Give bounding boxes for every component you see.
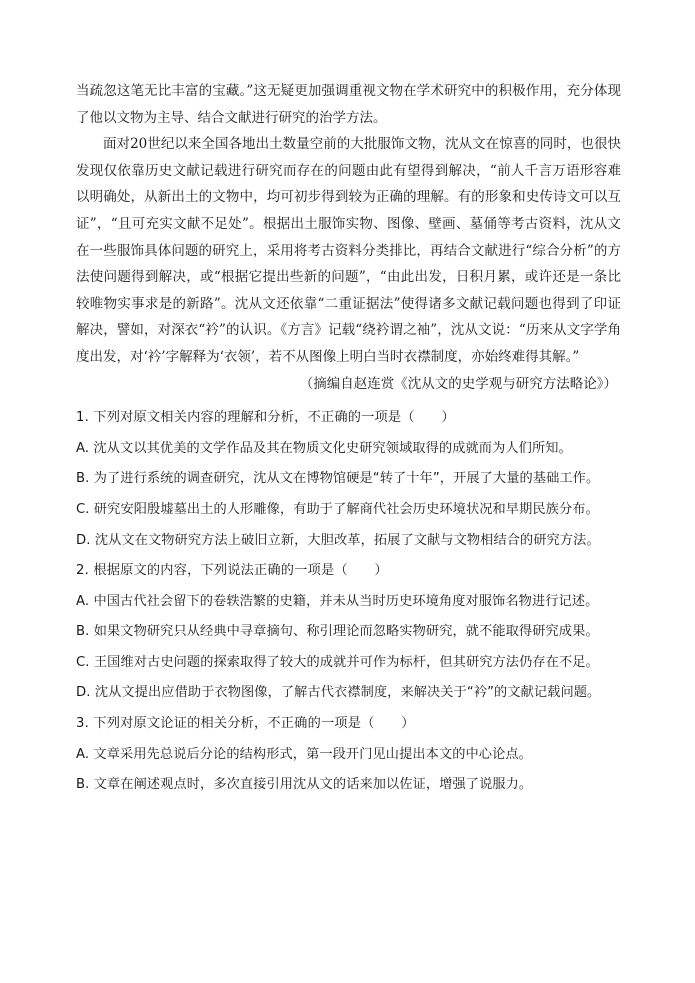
option-b: B. 为了进行系统的调查研究，沈从文在博物馆硬是“转了十年”，开展了大量的基础工作。 [76, 471, 600, 487]
option-d: D. 沈从文在文物研究方法上破旧立新，大胆改革，拓展了文献与文物相结合的研究方法。 [76, 532, 600, 548]
passage-paragraph-1: 当疏忽这笔无比丰富的宝藏。”这无疑更加强调重视文物在学术研究中的积极作用，充分体现了他以文物为主导、结合文献进行研究的治学方法。 [76, 83, 621, 126]
option-c: C. 研究安阳殷墟墓出土的人形雕像，有助于了解商代社会历史环境状况和早期民族分布。 [76, 501, 599, 517]
option-b: B. 文章在阐述观点时，多次直接引用沈从文的话来加以佐证，增强了说服力。 [76, 777, 533, 793]
option-d: D. 沈从文提出应借助于衣物图像，了解古代衣襟制度，来解决关于“衿”的文献记载问题。 [76, 685, 601, 701]
passage-source: （摘编自赵连赏《沈从文的史学观与研究方法略论》） [299, 375, 617, 392]
option-c: C. 王国维对古史问题的探索取得了较大的成就并可作为标杆，但其研究方法仍存在不足。 [76, 654, 599, 670]
question-3 [76, 709, 621, 801]
option-b: B. 如果文物研究只从经典中寻章摘句、称引理论而忽略实物研究，就不能取得研究成果。 [76, 624, 599, 640]
option-a: A. 文章采用先总说后分论的结构形式，第一段开门见山提出本文的中心论点。 [76, 746, 532, 762]
option-a: A. 中国古代社会留下的卷轶浩繁的史籍，并未从当时历史环境角度对服饰名物进行记述。 [76, 593, 599, 609]
passage-paragraph-2: 面对20世纪以来全国各地出土数量空前的大批服饰文物，沈从文在惊喜的同时，也很快发现仅依靠历史文献记载进行研究而存在的问题由此有望得到解决，“前人千言万语形容难以明确处，从新出土的文物中，均可初步得到较为正确的理解。有的形象和史传诗文可以互证”，“且可充实文献不足处”。根据出土服饰实物、图像、壁画、墓俑等考古资料，沈从文在一些服饰具体问题的研究上，采用将考古资料分类排比，再结合文献进行“综合分析”的方法使问题得到解决，或“根据它提出些新的问题”，“由此出发，日积月累，或许还是一条比较唯物实事求是的新路”。沈从文还依靠“二重证据法”使得诸多文献记载问题也得到了印证解决，譬如，对深衣“衿”的认识。《方言》记载“绕衿谓之袖”，沈从文说：“历来从文字学角度出发，对‘衿’字解释为‘衣领’，若不从图像上明白当时衣襟制度，亦始终难得其解。” [76, 136, 621, 365]
question-stem: 1. 下列对原文相关内容的理解和分析，不正确的一项是（ ） [76, 410, 455, 426]
option-a: A. 沈从文以其优美的文学作品及其在物质文化史研究领域取得的成就而为人们所知。 [76, 440, 572, 456]
question-stem: 2. 根据原文的内容，下列说法正确的一项是（ ） [76, 563, 388, 579]
question-2 [76, 556, 621, 709]
question-1 [76, 403, 621, 556]
question-stem: 3. 下列对原文论证的相关分析，不正确的一项是（ ） [76, 716, 415, 732]
